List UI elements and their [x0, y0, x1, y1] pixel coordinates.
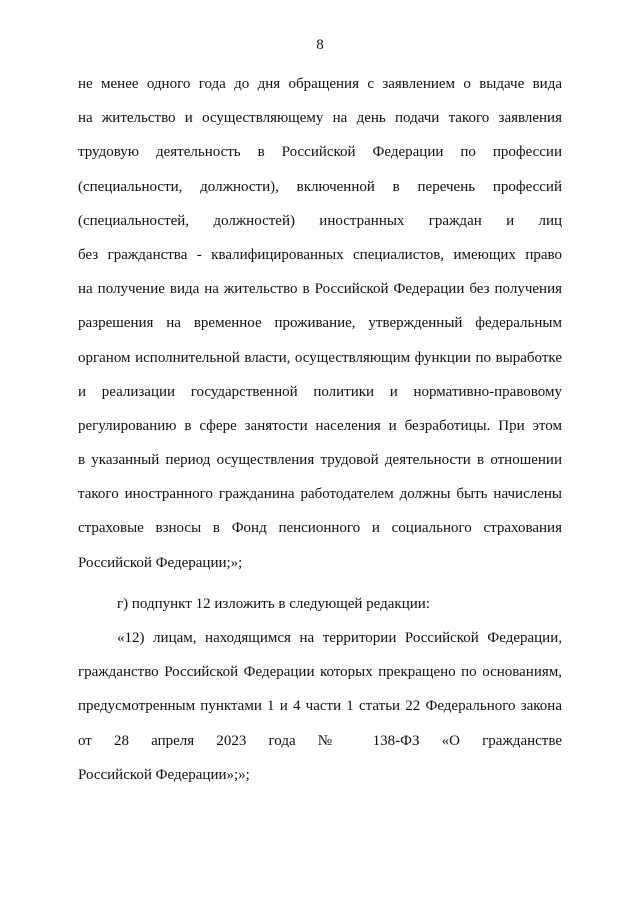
text-line: г) подпункт 12 изложить в следующей редакции:: [117, 595, 430, 612]
text-line: такого иностранного гражданина работодателем должны быть начислены: [78, 486, 562, 503]
text-line: от 28 апреля 2023 года № 138-ФЗ «О гражданстве: [78, 732, 562, 749]
document-body: [78, 74, 562, 799]
text-line: на получение вида на жительство в Российской Федерации без получения: [78, 281, 562, 298]
text-line: Российской Федерации»;»;: [78, 766, 250, 783]
text-line: и реализации государственной политики и нормативно-правовому: [78, 383, 562, 400]
text-line: без гражданства - квалифицированных специалистов, имеющих право: [78, 246, 562, 263]
text-line: не менее одного года до дня обращения с заявлением о выдаче вида: [78, 76, 562, 92]
text-line: регулированию в сфере занятости населения и безработицы. При этом: [78, 417, 562, 434]
text-line: органом исполнительной власти, осуществляющим функции по выработке: [78, 349, 562, 366]
text-line: гражданство Российской Федерации которых прекращено по основаниям,: [78, 664, 562, 681]
text-line: на жительство и осуществляющему на день подачи такого заявления: [78, 110, 562, 127]
text-line: разрешения на временное проживание, утвержденный федеральным: [78, 315, 562, 332]
page-number: 8: [316, 37, 324, 53]
text-line: (специальностей, должностей) иностранных граждан и лиц: [78, 212, 562, 229]
text-line: (специальности, должности), включенной в перечень профессий: [78, 178, 562, 195]
text-line: Российской Федерации;»;: [78, 554, 243, 571]
text-line: «12) лицам, находящимся на территории Российской Федерации,: [117, 630, 562, 646]
text-line: в указанный период осуществления трудовой деятельности в отношении: [78, 452, 562, 469]
text-line: трудовую деятельность в Российской Федерации по профессии: [78, 144, 562, 161]
text-line: предусмотренным пунктами 1 и 4 части 1 статьи 22 Федерального закона: [78, 698, 562, 715]
text-line: страховые взносы в Фонд пенсионного и социального страхования: [78, 520, 562, 537]
